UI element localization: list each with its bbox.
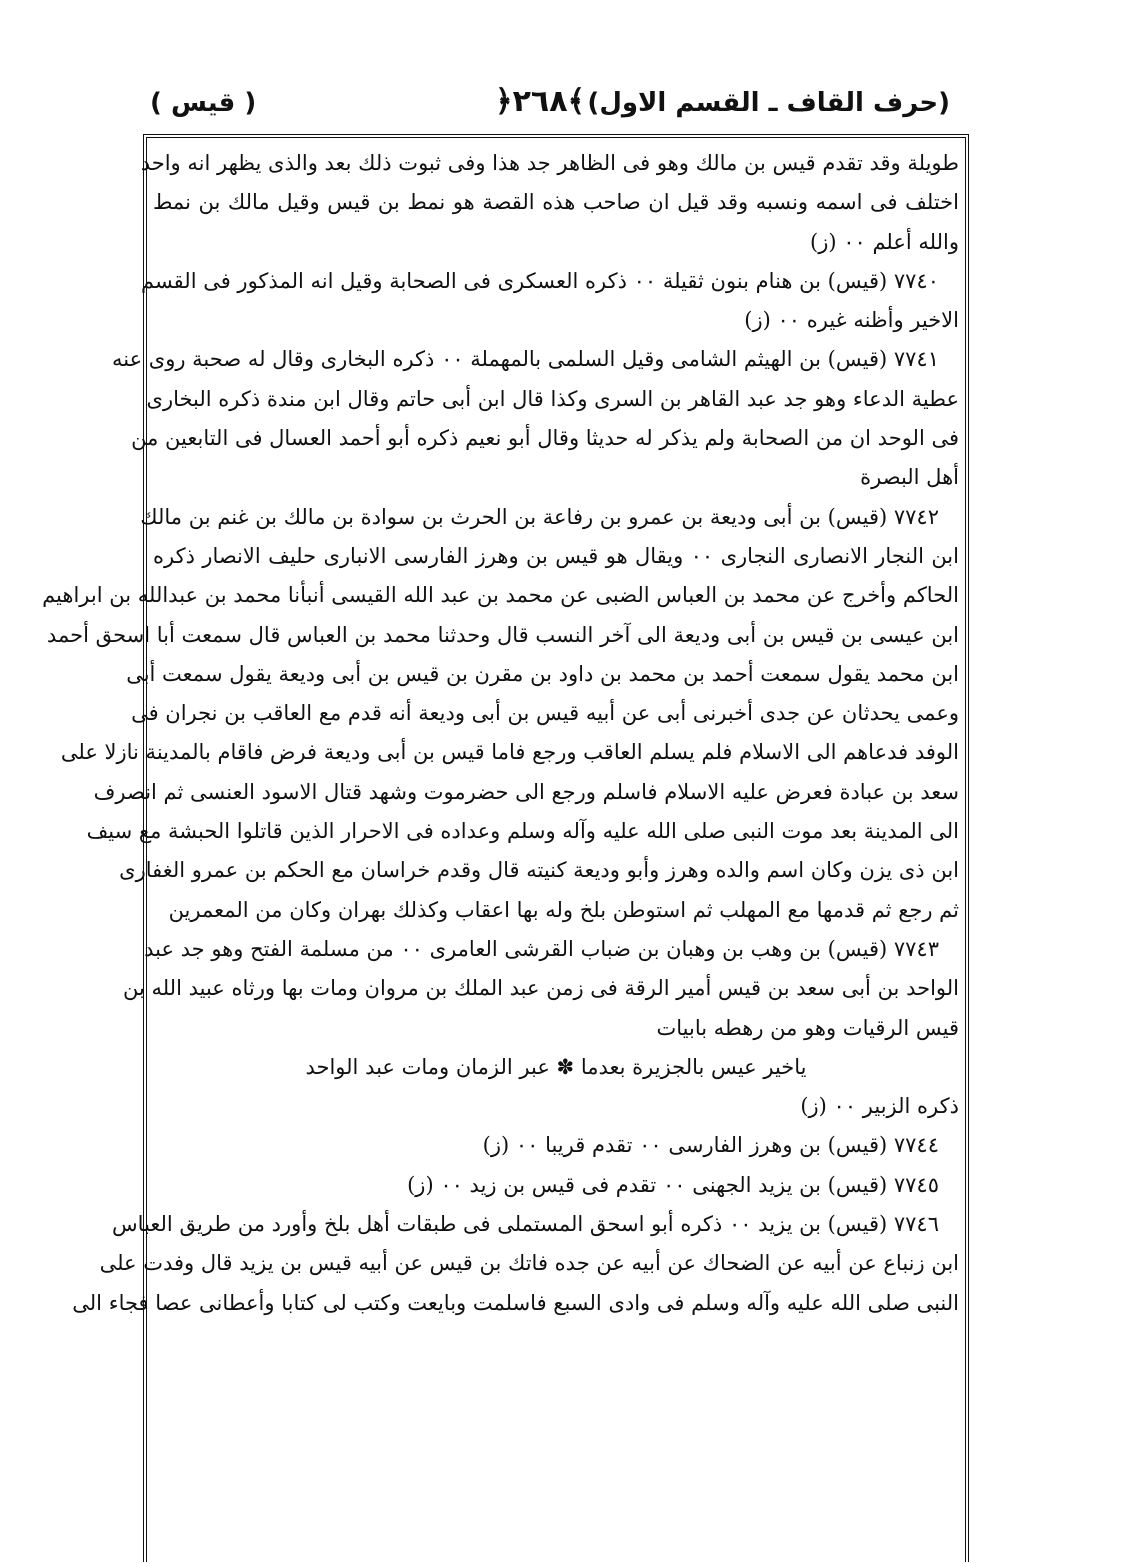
text-line: الاخير وأظنه غيره ٠٠ (ز) bbox=[744, 308, 959, 333]
text-line: والله أعلم ٠٠ (ز) bbox=[810, 229, 959, 254]
text-line: ٧٧٤٣ (قيس) بن وهب بن وهبان بن ضباب القرشى العامرى ٠٠ من مسلمة الفتح وهو جد عبد bbox=[144, 936, 939, 961]
text-line: الى المدينة بعد موت النبى صلى الله عليه وآله وسلم وعداده فى الاحرار الذين قاتلوا الحبشة مع سيف bbox=[86, 819, 959, 844]
text-line: ابن محمد يقول سمعت أحمد بن محمد بن داود بن مقرن بن قيس بن أبى وديعة يقول سمعت أبى bbox=[126, 661, 959, 686]
text-line: النبى صلى الله عليه وآله وسلم فى وادى السبع فاسلمت وبايعت وكتب لى كتابا وأعطانى عصا فجاء الى bbox=[72, 1290, 959, 1315]
text-line: طويلة وقد تقدم قيس بن مالك وهو فى الظاهر جد هذا وفى ثبوت ذلك بعد والذى يظهر انه واحد bbox=[140, 151, 959, 175]
text-line: الواحد بن أبى سعد بن قيس أمير الرقة فى زمن عبد الملك بن مروان ومات بها ورثاه عبيد الله بن bbox=[122, 976, 959, 1001]
page-header bbox=[150, 80, 950, 126]
text-line: ٧٧٤٤ (قيس) بن وهرز الفارسى ٠٠ تقدم قريبا ٠٠ (ز) bbox=[482, 1133, 939, 1158]
page-number: ﴿٢٦٨﴾ bbox=[495, 84, 586, 119]
running-head-entry: ( قيس ) bbox=[150, 88, 257, 118]
text-line: ثم رجع ثم قدمها مع المهلب ثم استوطن بلخ وله بها اعقاب وكذلك بهران وكان من المعمرين bbox=[168, 897, 959, 922]
text-line: ذكره الزبير ٠٠ (ز) bbox=[800, 1094, 959, 1119]
text-line: ٧٧٤٠ (قيس) بن هنام بنون ثقيلة ٠٠ ذكره العسكرى فى الصحابة وقيل انه المذكور فى القسم bbox=[140, 268, 939, 293]
text-line: ٧٧٤١ (قيس) بن الهيثم الشامى وقيل السلمى بالمهملة ٠٠ ذكره البخارى وقال له صحبة روى عنه bbox=[111, 347, 939, 372]
text-line: سعد بن عبادة فعرض عليه الاسلام فاسلم ورجع الى حضرموت وشهد قتال الاسود العنسى ثم انصرف bbox=[93, 779, 959, 804]
text-line: وعمى يحدثان عن جدى أخبرنى أبى عن أبيه قيس بن أبى وديعة أنه قدم مع العاقب بن نجران فى bbox=[131, 701, 959, 726]
text-line: ابن النجار الانصارى النجارى ٠٠ ويقال هو قيس بن وهرز الفارسى الانبارى حليف الانصار ذكره bbox=[153, 543, 959, 568]
text-line: ٧٧٤٥ (قيس) بن يزيد الجهنى ٠٠ تقدم فى قيس بن زيد ٠٠ (ز) bbox=[407, 1172, 939, 1197]
text-line: فى الوحد ان من الصحابة ولم يذكر له حديثا وقال أبو نعيم ذكره أبو أحمد العسال فى التابعين من bbox=[131, 426, 959, 451]
text-line: أهل البصرة bbox=[860, 465, 959, 490]
text-line: ابن عيسى بن قيس بن أبى وديعة الى آخر النسب قال وحدثنا محمد بن العباس قال سمعت أبا اسحق أحمد bbox=[46, 622, 959, 647]
text-line: ٧٧٤٦ (قيس) بن يزيد ٠٠ ذكره أبو اسحق المستملى فى طبقات أهل بلخ وأورد من طريق العباس bbox=[112, 1212, 939, 1237]
text-line: اختلف فى اسمه ونسبه وقد قيل ان صاحب هذه القصة هو نمط بن قيس وقيل مالك بن نمط bbox=[153, 190, 959, 215]
text-line: ٧٧٤٢ (قيس) بن أبى وديعة بن عمرو بن رفاعة بن الحرث بن سوادة بن مالك بن غنم بن مالك bbox=[140, 504, 939, 529]
text-line: ابن زنباع عن أبيه عن الضحاك عن أبيه عن جده فاتك بن قيس عن أبيه قيس بن يزيد قال وفدت على bbox=[99, 1251, 959, 1276]
text-frame bbox=[42, 134, 969, 1562]
text-line: ابن ذى يزن وكان اسم والده وهرز وأبو وديعة كنيته قال وقدم خراسان مع الحكم بن عمرو الغفارى bbox=[119, 858, 959, 883]
text-line: عطية الدعاء وهو جد عبد القاهر بن السرى وكذا قال ابن أبى حاتم وقال ابن مندة ذكره البخارى bbox=[146, 386, 959, 411]
text-line: الحاكم وأخرج عن محمد بن العباس الضبى عن محمد بن عبد الله القيسى أنبأنا محمد بن عبدالله بن ابراهيم bbox=[42, 583, 959, 608]
poetry-line: ياخير عيس بالجزيرة بعدما ✽ عبر الزمان ومات عبد الواحد bbox=[305, 1054, 807, 1079]
running-head-section: (حرف القاف ـ القسم الاول) bbox=[587, 88, 950, 118]
text-line: الوفد فدعاهم الى الاسلام فلم يسلم العاقب ورجع فاما قيس بن أبى وديعة فرض فاقام بالمدينة نازلا على bbox=[60, 740, 959, 765]
text-line: قيس الرقيات وهو من رهطه بابيات bbox=[656, 1015, 959, 1040]
